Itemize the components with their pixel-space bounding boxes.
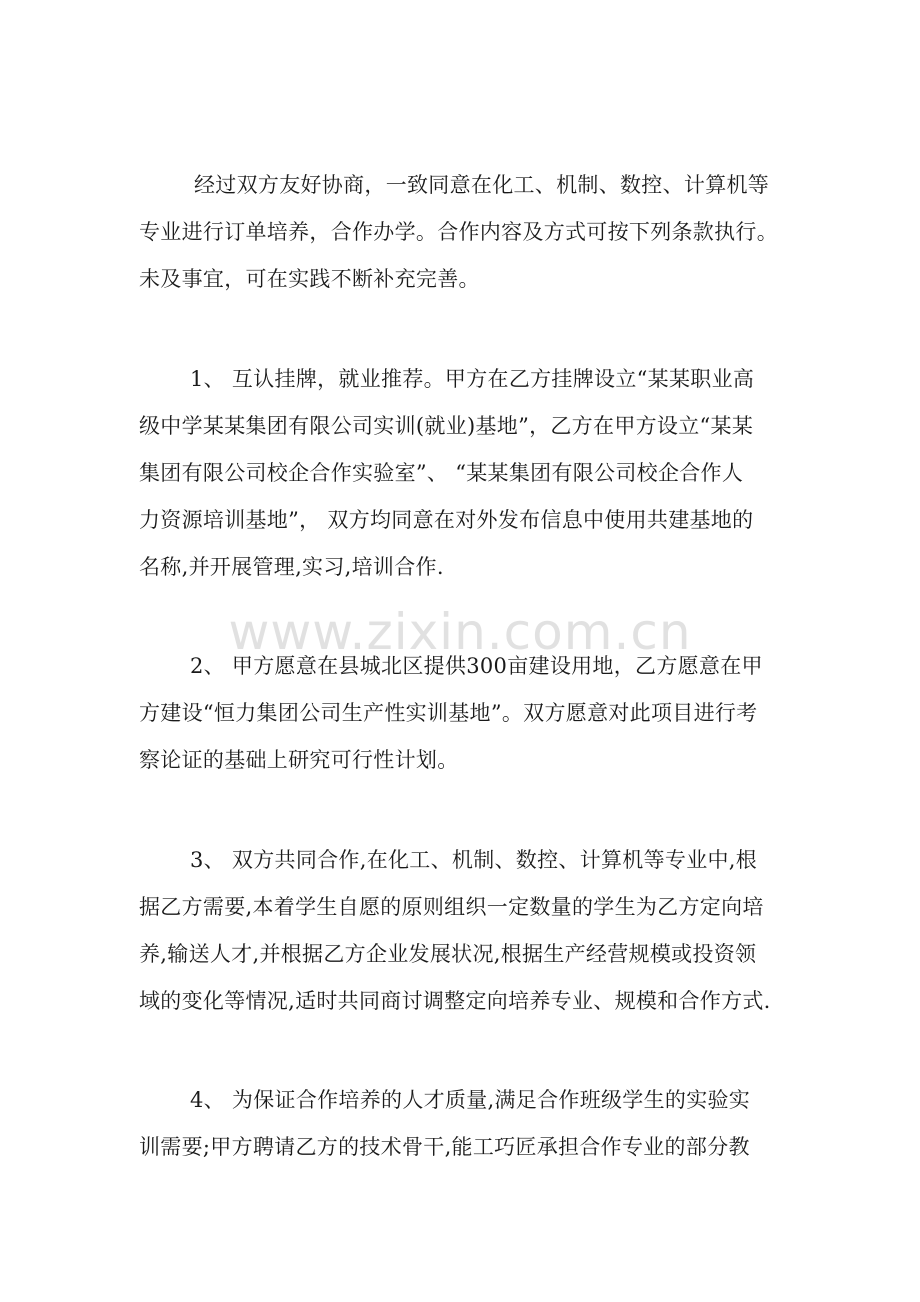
- paragraph-line: 经过双方友好协商，一致同意在化工、机制、数控、计算机等: [194, 173, 770, 197]
- paragraph-line: 3、 双方共同合作,在化工、机制、数控、计算机等专业中,根: [190, 848, 758, 872]
- paragraph-line: 域的变化等情况,适时共同商讨调整定向培养专业、规模和合作方式.: [139, 989, 771, 1013]
- paragraph-line: 力资源培训基地”， 双方均同意在对外发布信息中使用共建基地的: [139, 508, 754, 532]
- paragraph-line: 集团有限公司校企合作实验室”、 “某某集团有限公司校企合作人: [139, 461, 744, 485]
- paragraph-line: 据乙方需要,本着学生自愿的原则组织一定数量的学生为乙方定向培: [139, 895, 764, 919]
- paragraph-line: 未及事宜，可在实践不断补充完善。: [139, 267, 480, 291]
- paragraph-line: 方建设“恒力集团公司生产性实训基地”。双方愿意对此项目进行考: [139, 701, 758, 725]
- paragraph-line: 名称,并开展管理,实习,培训合作.: [139, 555, 444, 579]
- paragraph-line: 察论证的基础上研究可行性计划。: [139, 748, 459, 772]
- paragraph-line: 养,输送人才,并根据乙方企业发展状况,根据生产经营规模或投资领: [139, 942, 757, 966]
- paragraph-line: 训需要;甲方聘请乙方的技术骨干,能工巧匠承担合作专业的部分教: [139, 1135, 750, 1159]
- paragraph-line: 1、 互认挂牌，就业推荐。甲方在乙方挂牌设立“某某职业高: [190, 367, 755, 391]
- paragraph-line: 级中学某某集团有限公司实训(就业)基地”，乙方在甲方设立“某某: [139, 414, 754, 438]
- paragraph-line: 2、 甲方愿意在县城北区提供300亩建设用地，乙方愿意在甲: [190, 654, 763, 678]
- paragraph-line: 专业进行订单培养，合作办学。合作内容及方式可按下列条款执行。: [139, 220, 778, 244]
- watermark: www.zixin.com.cn: [228, 603, 692, 661]
- paragraph-line: 4、 为保证合作培养的人才质量,满足合作班级学生的实验实: [190, 1088, 751, 1112]
